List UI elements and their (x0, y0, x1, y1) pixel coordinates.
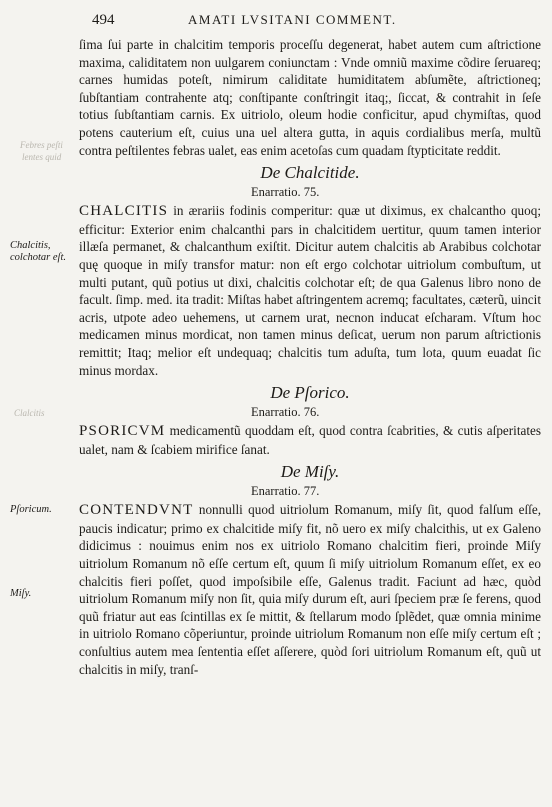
paragraph-text: nonnulli quod uitriolum Romanum, miſy ſit, quod falſum eſſe, paucis indicatur; primo ex chalcitide miſy fit, nõ uero ex miſy chalcithis, ut ex Galeno didicimus : nouimus enim nos ex uitriolo Romano chalcitim fieri, proinde Miſy uitriolum Romanum nõ eſſe certum eſt, quum ſi miſy uitriolum Romanum eſſet, ex eo chalcitis fieri poſſet, quod impoſsibile eſſe, Galenus tradit. Faciunt ad hæc, quòd uitriolum Romanum miſy non ſit, quia miſy durum eſt, auri ſpeciem præ ſe ferens, quod quũ friatur aut eas ſcintillas ex ſe mittit, & ſtellarum modo ſplẽdet, quæ omnia minime in uitriolo Romano cõperiuntur, proinde uitriolum Romanum non eſſe miſy certum eſt ; conſultius autem mea ſententia eſſet aſſerere, quòd ſori uitriolum Romanum eſt, quũ ut chalcitis in miſy, tranſ- (79, 502, 541, 677)
enarratio-77: Enarratio. 77. (251, 484, 320, 499)
paragraph-misy (79, 501, 541, 678)
section-title-misy: De Miſy. (280, 462, 340, 482)
lead-word: PSORICVM (79, 423, 166, 440)
page-number: 494 (92, 12, 115, 28)
margin-note-psoricum: Pſoricum. (10, 504, 52, 515)
bleed-through-note: lentes quid (22, 152, 62, 162)
margin-note-chalcitis: Chalcitis, colchotar eſt. (10, 240, 66, 263)
main-text (79, 36, 541, 678)
paragraph-text: medicamentũ quoddam eſt, quod contra ſcabrities, & cutis aſperitates ualet, nam & ſcabiem mirifice ſanat. (79, 423, 541, 457)
running-title: AMATI LVSITANI COMMENT. (188, 12, 397, 27)
bleed-through-note: Clalcitis (14, 408, 45, 418)
enarratio-75: Enarratio. 75. (251, 185, 320, 200)
bleed-through-note: Febres peſti (20, 140, 63, 150)
page-header (0, 10, 552, 32)
paragraph-chalcitide (79, 202, 541, 379)
intro-paragraph: ſima ſui parte in chalcitim temporis proceſſu degenerat, habet autem cum aſtrictione maxima, caliditatem non uulgarem coniunctam : Vnde omniũ maxime cõdire ſeruareq; carnes humidas poteſt, nimirum caliditate humiditatem abſumẽte, aſtrictioneq; ſubſtantiam contrahente atq; conſtipante conſtringit itaq;, ſiccat, & contrahit in ſeſe totius ſubſtantiam carnis. Ex uitriolo, oleum hodie conficitur, apud chymiſtas, quod potens cauterium eſt, cuius una uel altera gutta, in aquis cordialibus merſa, multũ contra peſtilentes febras ualet, eas enim acetoſas cum quadam ſtypticitate reddit. (79, 37, 541, 158)
paragraph-text: in ærariis fodinis comperitur: quæ ut diximus, ex chalcantho quoq; efficitur: Exterior enim chalcanthi pars in chalcitidem uertitur, quum tamen interior illæſa permanet, & chalcanthum exiſtit. Dicitur autem chalcitis ab Arabibus colchotar quę quoque in miſy transfor matur: non eſt ergo colchotar uitriolum combuſtum, ut multi putant, quũ potius ut dixi, chalcitis colchotar eſt; de qua Galenus libro nono de facult. ſimp. med. ita tradit: Miſtas habet aſtringentem acremq; facultates, cæterũ, uincit acris, utpote adeo uehemens, ut carnem urat, necnon inducat eſcharam. Vſtum hoc medicamen minus mordicat, non tamen minus deſicat, uerum non parum aſtrictionis remittit; Itaq; melior eſt undequaq; chalcitis tum aduſta, tum lota, quum euadat ſic minus mordax. (79, 203, 541, 378)
lead-word: CONTENDVNT (79, 502, 194, 519)
enarratio-76: Enarratio. 76. (251, 405, 320, 420)
section-title-psorico: De Pſorico. (270, 383, 350, 403)
paragraph-psorico (79, 422, 541, 458)
section-title-chalcitide: De Chalcitide. (260, 163, 360, 183)
margin-note-misy: Miſy. (10, 588, 32, 599)
lead-word: CHALCITIS (79, 203, 169, 220)
